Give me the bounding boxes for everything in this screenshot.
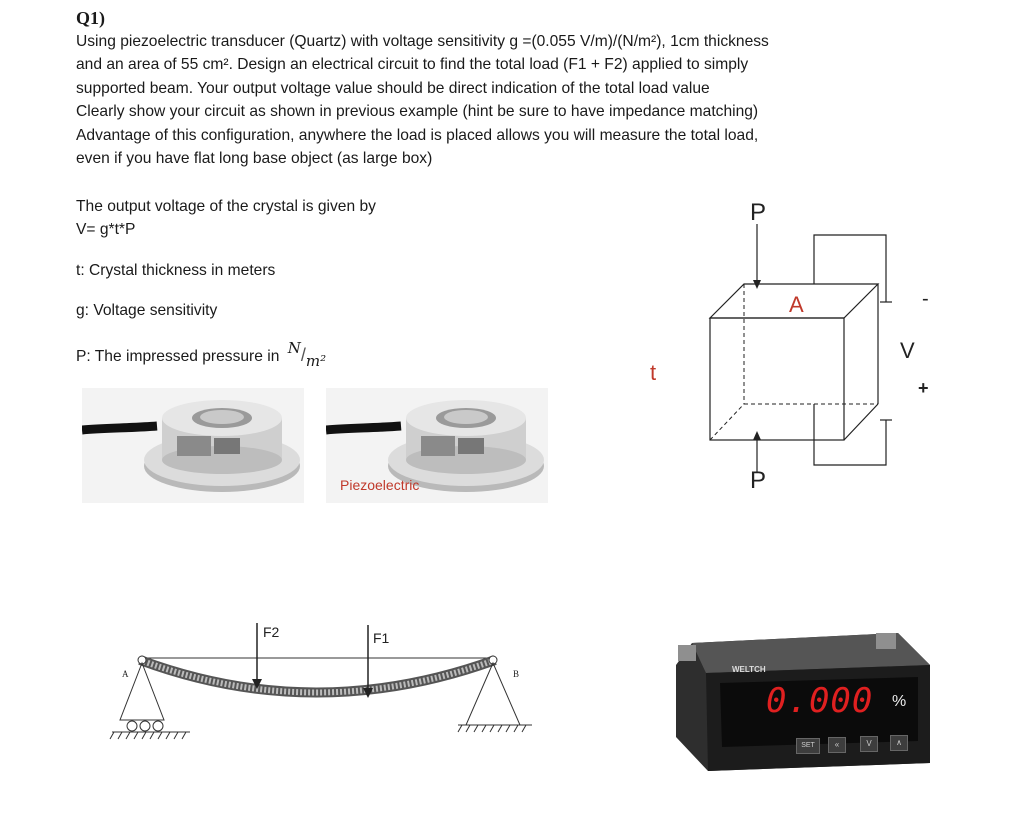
question-text xyxy=(76,30,976,170)
force-f2-label: F2 xyxy=(263,624,280,640)
support-a-label: A xyxy=(122,669,129,679)
question-line: Advantage of this configuration, anywhere the load is placed allows you will measure the total load, xyxy=(76,126,759,144)
pressure-definition-text: P: The impressed pressure in xyxy=(76,348,280,365)
question-label: Q1) xyxy=(76,8,105,28)
meter-down-button[interactable]: V xyxy=(860,736,878,752)
plus-terminal-label: + xyxy=(918,378,929,398)
question-line: Using piezoelectric transducer (Quartz) with voltage sensitivity g =(0.055 V/m)/(N/m²), 1cm thickness xyxy=(76,33,769,50)
piezo-crystal-diagram xyxy=(690,190,940,490)
sensitivity-definition: g: Voltage sensitivity xyxy=(76,302,218,319)
thickness-label: t xyxy=(650,360,657,385)
question-line: even if you have flat long base object (as large box) xyxy=(76,150,433,168)
meter-shift-button[interactable]: « xyxy=(828,737,846,753)
load-cell-icon xyxy=(82,388,304,503)
photo-caption: Piezoelectric xyxy=(340,477,420,493)
bottom-pressure-label: P xyxy=(750,467,767,490)
simply-supported-beam xyxy=(100,615,550,755)
meter-unit: % xyxy=(892,693,907,710)
pressure-unit-numerator: N xyxy=(287,339,301,357)
top-pressure-label: P xyxy=(750,199,767,226)
minus-terminal-label: - xyxy=(922,288,929,310)
pressure-definition: P: The impressed pressure in N/m² xyxy=(76,339,327,370)
question-line: and an area of 55 cm². Design an electrical circuit to find the total load (F1 + F2) applied to simply xyxy=(76,56,749,74)
thickness-definition: t: Crystal thickness in meters xyxy=(76,262,276,279)
pressure-unit-denominator: m² xyxy=(305,352,327,370)
meter-up-button[interactable]: ∧ xyxy=(890,735,908,751)
meter-set-button[interactable]: SET xyxy=(796,738,820,754)
voltage-label: V xyxy=(900,338,915,363)
question-line: Clearly show your circuit as shown in previous example (hint be sure to have impedance matching) xyxy=(76,103,759,121)
digital-panel-meter xyxy=(668,625,938,773)
support-b-label: B xyxy=(513,669,520,679)
meter-brand: WELTCH xyxy=(732,665,766,674)
force-f1-label: F1 xyxy=(373,630,390,646)
area-label: A xyxy=(789,292,804,317)
voltage-formula: V= g*t*P xyxy=(76,221,136,238)
load-cell-photo-left xyxy=(82,388,304,503)
question-line: supported beam. Your output voltage value should be direct indication of the total load value xyxy=(76,79,710,97)
meter-reading: 0.000 xyxy=(766,681,874,721)
explanation-intro: The output voltage of the crystal is given by xyxy=(76,198,376,215)
